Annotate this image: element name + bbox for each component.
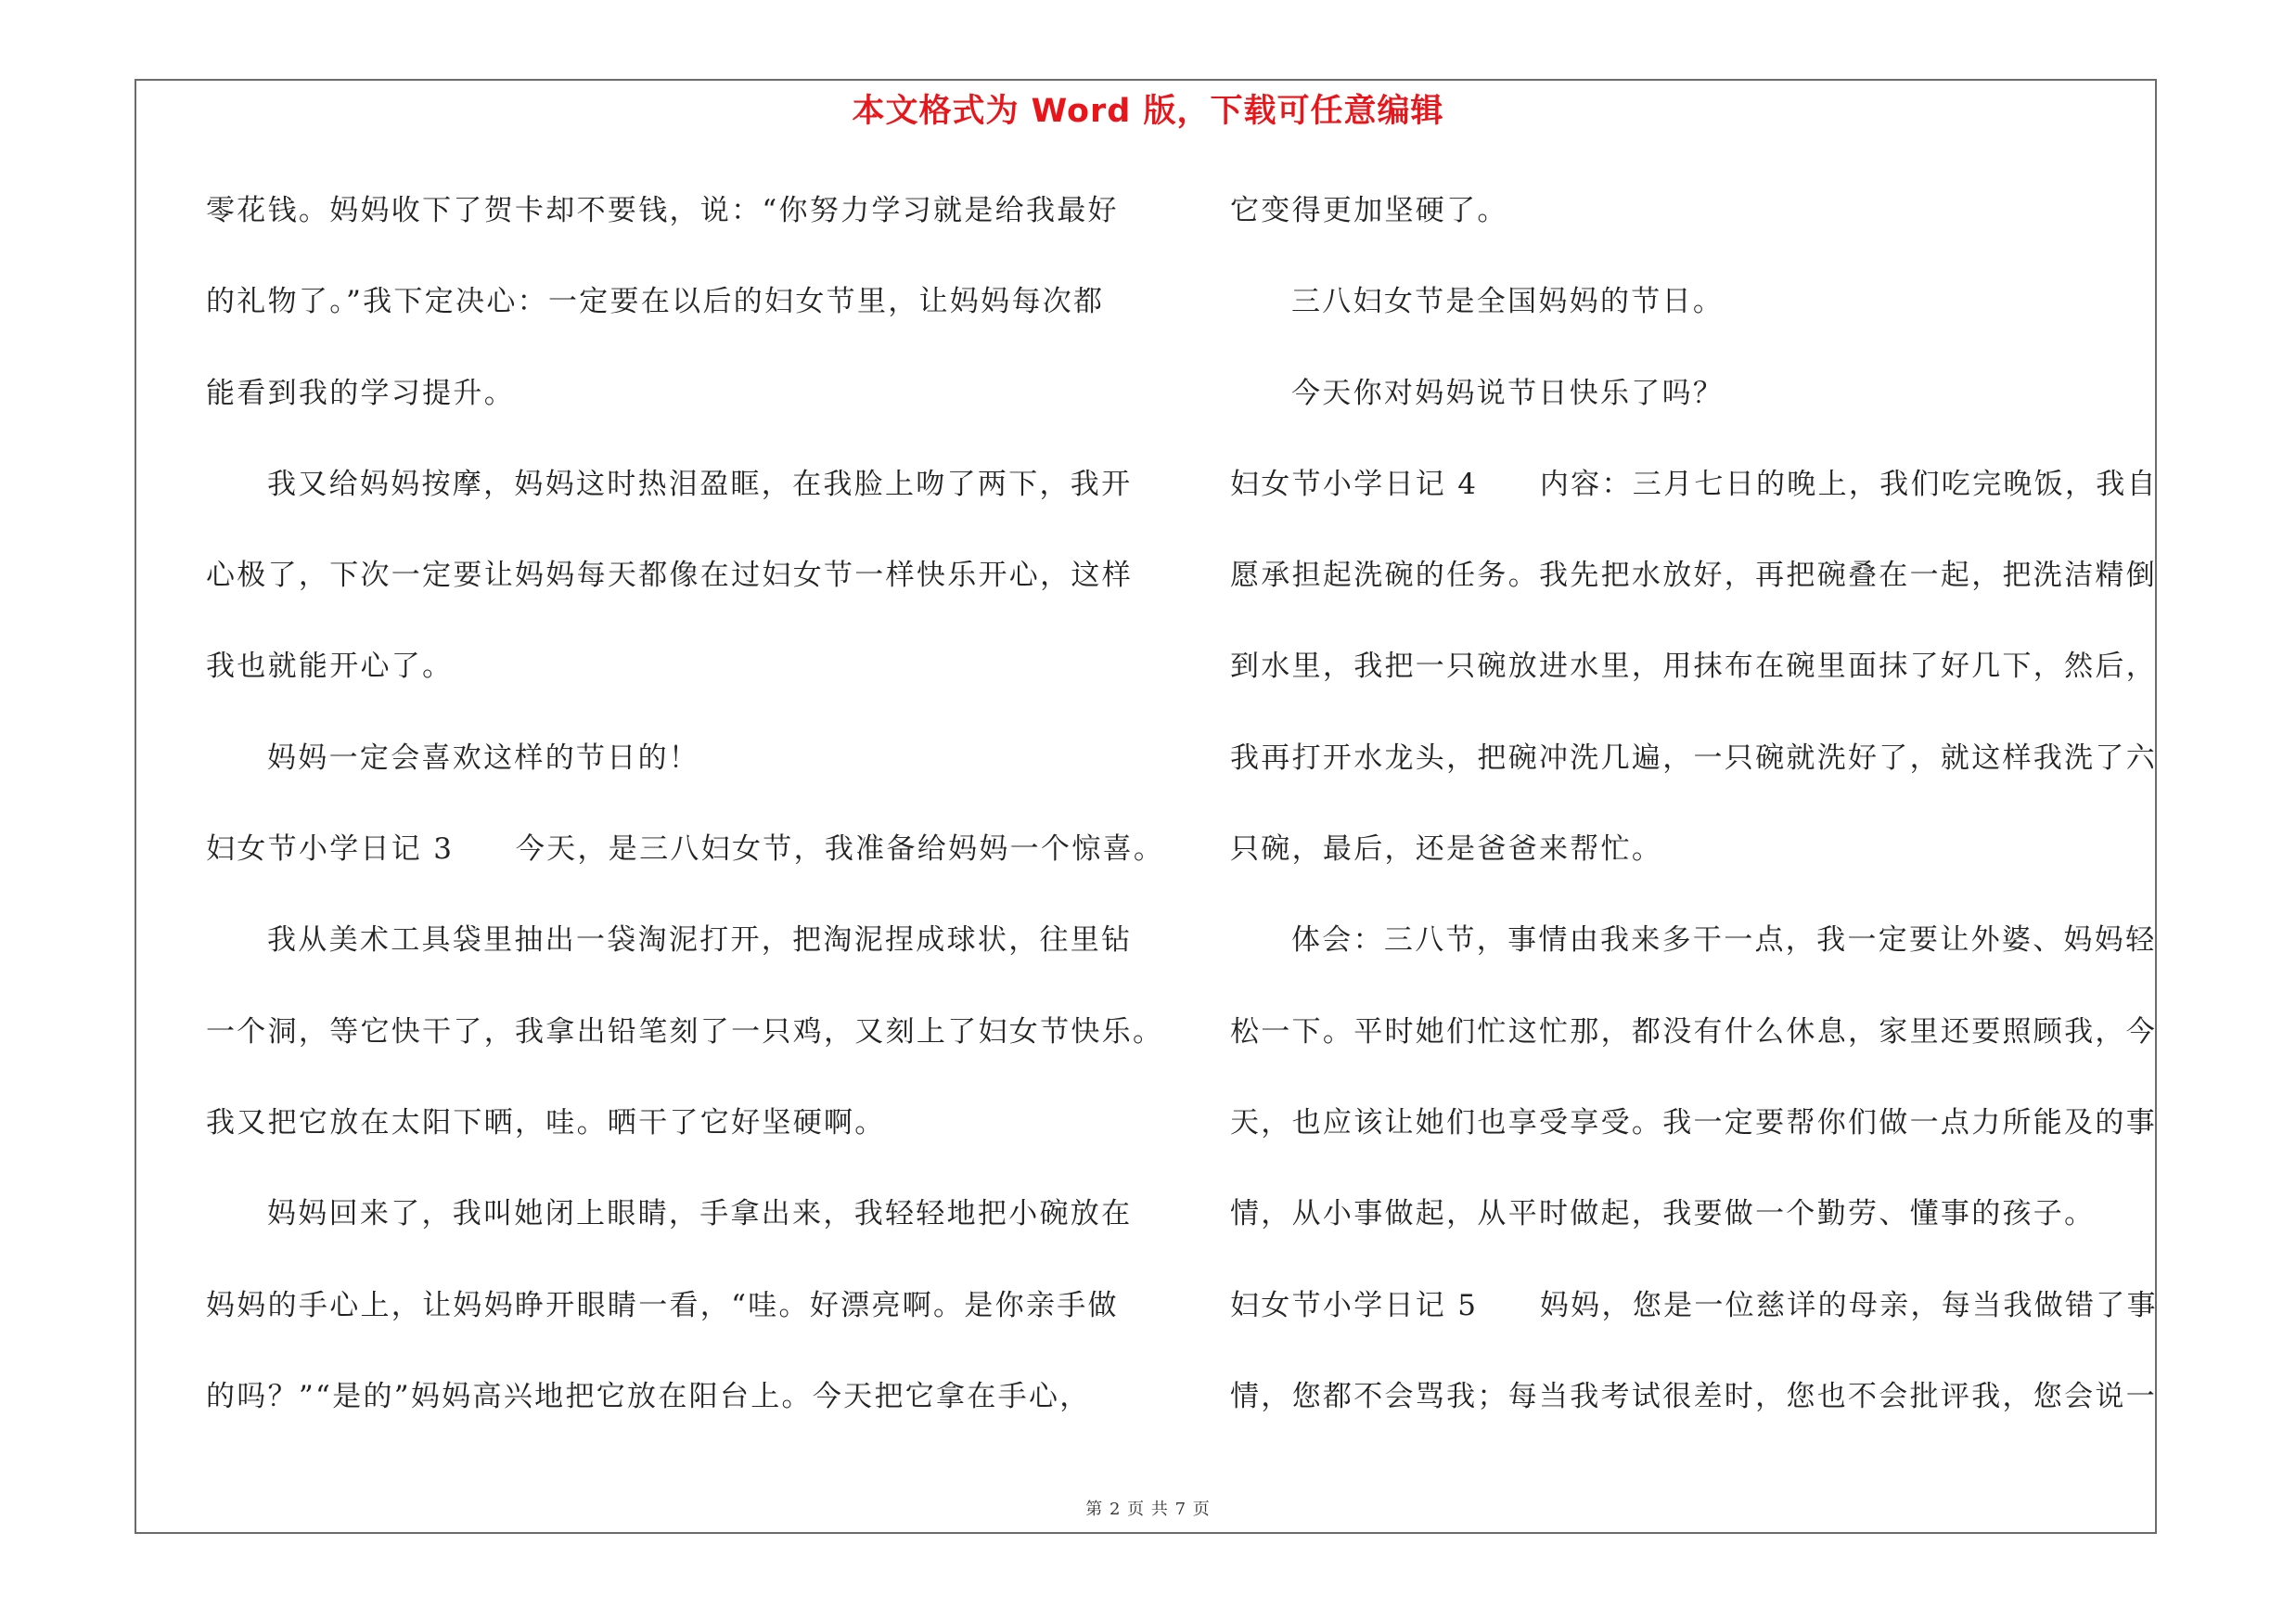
text-line: 妇女节小学日记 4 内容：三月七日的晚上，我们吃完晚饭，我自 — [1230, 467, 2158, 501]
text-line: 体会：三八节，事情由我来多干一点，我一定要让外婆、妈妈轻 — [1291, 923, 2157, 958]
text-line: 心极了，下次一定要让妈妈每天都像在过妇女节一样快乐开心，这样 — [206, 559, 1133, 593]
text-line: 只碗，最后，还是爸爸来帮忙。 — [1230, 832, 1663, 867]
word-format-banner: 本文格式为 Word 版，下载可任意编辑 — [852, 93, 1444, 130]
text-line: 松一下。平时她们忙这忙那，都没有什么休息，家里还要照顾我，今 — [1230, 1014, 2157, 1049]
text-line: 零花钱。妈妈收下了贺卡却不要钱，说：“你努力学习就是给我最好 — [206, 194, 1119, 227]
text-line: 妇女节小学日记 3 今天，是三八妇女节，我准备给妈妈一个惊喜。 — [206, 832, 1165, 867]
left-text-column — [206, 178, 1165, 1455]
text-line: 妈妈回来了，我叫她闭上眼睛，手拿出来，我轻轻地把小碗放在 — [267, 1197, 1133, 1231]
text-line: 的礼物了。”我下定决心：一定要在以后的妇女节里，让妈妈每次都 — [206, 285, 1105, 319]
text-line: 能看到我的学习提升。 — [206, 376, 515, 410]
text-line: 我又把它放在太阳下晒，哇。晒干了它好坚硬啊。 — [206, 1105, 886, 1140]
text-line: 我又给妈妈按摩，妈妈这时热泪盈眶，在我脸上吻了两下，我开 — [267, 467, 1133, 501]
text-line: 今天你对妈妈说节日快乐了吗？ — [1291, 376, 1725, 410]
text-line: 它变得更加坚硬了。 — [1230, 194, 1508, 227]
right-text-column — [1230, 178, 2161, 1455]
text-line: 妈妈一定会喜欢这样的节日的！ — [267, 741, 700, 775]
text-line: 愿承担起洗碗的任务。我先把水放好，再把碗叠在一起，把洗洁精倒 — [1230, 559, 2157, 593]
text-line: 三八妇女节是全国妈妈的节日。 — [1291, 285, 1725, 319]
text-line: 妈妈的手心上，让妈妈睁开眼睛一看，“哇。好漂亮啊。是你亲手做 — [206, 1288, 1119, 1322]
text-line: 妇女节小学日记 5 妈妈，您是一位慈详的母亲，每当我做错了事 — [1230, 1288, 2158, 1322]
text-line: 天，也应该让她们也享受享受。我一定要帮你们做一点力所能及的事 — [1230, 1105, 2157, 1140]
text-line: 情，您都不会骂我；每当我考试很差时，您也不会批评我，您会说一 — [1230, 1379, 2157, 1413]
page-number: 第 2 页 共 7 页 — [1085, 1500, 1211, 1519]
text-line: 一个洞，等它快干了，我拿出铅笔刻了一只鸡，又刻上了妇女节快乐。 — [206, 1014, 1164, 1049]
text-line: 情，从小事做起，从平时做起，我要做一个勤劳、懂事的孩子。 — [1230, 1197, 2096, 1231]
text-line: 的吗？”“是的”妈妈高兴地把它放在阳台上。今天把它拿在手心， — [206, 1379, 1091, 1413]
text-line: 我再打开水龙头，把碗冲洗几遍，一只碗就洗好了，就这样我洗了六 — [1230, 741, 2157, 775]
text-line: 我也就能开心了。 — [206, 650, 454, 684]
text-line: 我从美术工具袋里抽出一袋淘泥打开，把淘泥捏成球状，往里钻 — [267, 923, 1133, 958]
text-line: 到水里，我把一只碗放进水里，用抹布在碗里面抹了好几下，然后， — [1230, 650, 2157, 684]
